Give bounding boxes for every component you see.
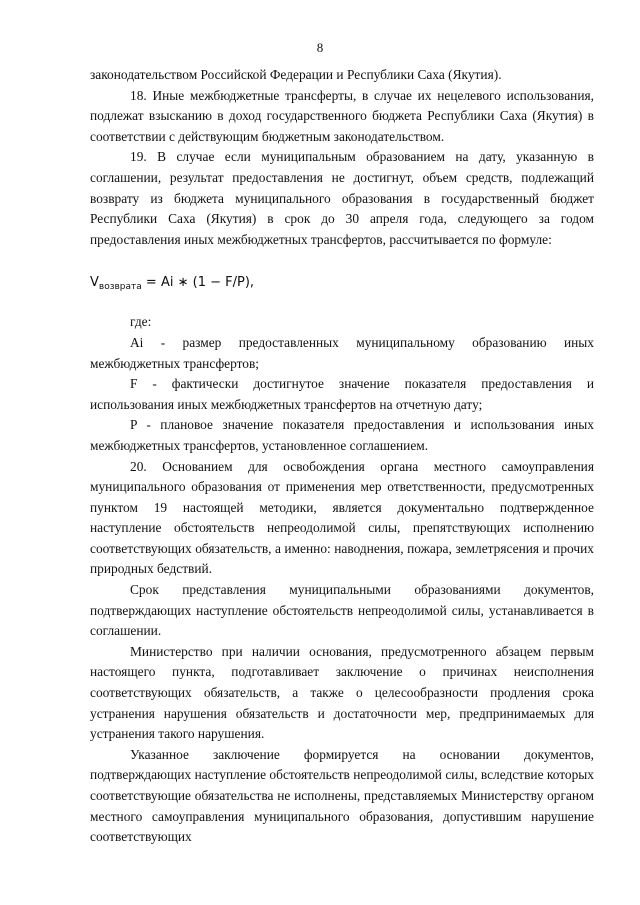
paragraph-19: 19. В случае если муниципальным образованием на дату, указанную в соглашении, результат предоставления не достигнут, объем средств, подлежащий возврату из бюджета муниципального образования в государственный бюджет Республики Саха (Якутия) в срок до 30 апреля года, следующего за годом предоставления иных межбюджетных трансфертов, рассчитывается по формуле: xyxy=(90,149,594,247)
page-number: 8 xyxy=(316,40,324,55)
paragraph-20: 20. Основанием для освобождения органа местного самоуправления муниципального образования от применения мер ответственности, предусмотренных пунктом 19 настоящей методики, является документально подтвержденное наступление обстоятельств непреодолимой силы, препятствующих исполнению соответствующих обязательств, а именно: наводнения, пожара, землетрясения и прочих природных бедствий. xyxy=(90,458,594,577)
definition-f: F - фактически достигнутое значение показателя предоставления и использования иных межбюджетных трансфертов на отчетную дату; xyxy=(90,376,594,412)
paragraph-continuation: законодательством Российской Федерации и Республики Саха (Якутия). xyxy=(90,67,502,82)
formula-rhs: = Ai ∗ (1 − F/P), xyxy=(141,275,255,291)
paragraph-ministry: Министерство при наличии основания, предусмотренного абзацем первым настоящего пункта, подготавливает заключение о причинах неисполнения соответствующих обязательств, а также о целесообразности продления срока устранения нарушения обязательств и достаточности мер, предпринимаемых для устранения такого нарушения. xyxy=(90,643,594,742)
paragraph-conclusion: Указанное заключение формируется на основании документов, подтверждающих наступление обстоятельств непреодолимой силы, вследствие которых соответствующие обязательства не исполнены, представляемых Министерству органом местного самоуправления муниципального образования, допустившим нарушение соответствующих xyxy=(90,746,594,845)
where-label: где: xyxy=(130,314,152,330)
definition-ai: Ai - размер предоставленных муниципальному образованию иных межбюджетных трансфертов; xyxy=(90,334,594,371)
definition-p: P - плановое значение показателя предоставления и использования иных межбюджетных трансфертов, установленное соглашением. xyxy=(90,417,594,453)
paragraph-18: 18. Иные межбюджетные трансферты, в случае их нецелевого использования, подлежат взысканию в доход государственного бюджета Республики Саха (Якутия) в соответствии с действующим бюджетным законодательством. xyxy=(90,87,594,144)
formula xyxy=(90,273,594,297)
paragraph-deadline: Срок представления муниципальными образованиями документов, подтверждающих наступление обстоятельств непреодолимой силы, устанавливается в соглашении. xyxy=(90,582,594,639)
formula-lhs-subscript: возврата xyxy=(98,282,142,293)
document-body xyxy=(90,65,594,848)
formula-lhs: V xyxy=(90,275,99,291)
